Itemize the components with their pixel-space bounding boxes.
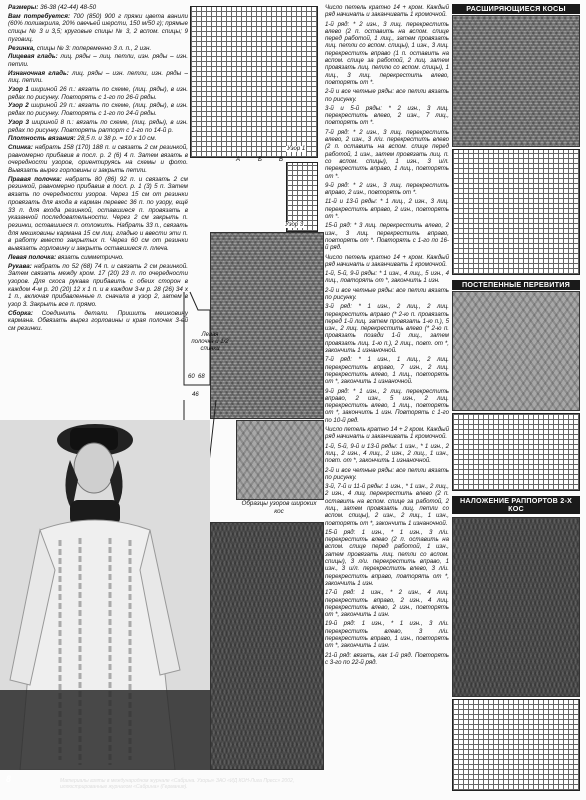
instruction-paragraph (8, 45, 188, 53)
instruction-paragraph (8, 102, 188, 117)
instruction-text: набрать 158 (170) 188 п. и связать 2 см резинкой, равномерно прибавив в посл. р. 2 (6) 4 п. Затем вязать в очередности узоров, ориентируясь на схемы и фото. Вывязать вырез горловины и закрыть петли. (8, 143, 188, 175)
instruction-lead: Узор 1 (8, 86, 29, 94)
pattern-row-instruction: 3-й ряд: * 1 изн., 2 лиц., 2 лиц. перекрестить вправо (* 2-ю п. провязать перед 1-й лиц. затем провязать 1-ю п.), 5 изн., 2 лиц. перекрестить влево (* 2-ю п. провязать позади 1-й лиц., затем провязать лиц. 1-ю п.), 2 лиц., повт. от *, закончить 1 изнаночной. (325, 303, 449, 355)
instruction-paragraph (8, 254, 188, 262)
chart-label-pattern-3: Узор 3 (285, 222, 304, 228)
instruction-paragraph (8, 176, 188, 253)
pattern-row-instruction: 2-й и все четные ряды: все петли вязать по рисунку. (325, 88, 449, 103)
instruction-lead: Резинка, (8, 44, 36, 52)
instruction-text: 700 (850) 900 г пряжи цвета ванили (60% полиакрила, 20% овечьей шерсти, 150 м/50 г); прямые спицы № 3 и 3,5; круговые спицы № 3, 2 вспом. спицы; 9 пуговиц. (8, 12, 188, 43)
instruction-text: шириной 8 п.: вязать по схеме, (лиц. ряды), в изн. рядах по рисунку. Повторять раппорт с 1-го по 14-й р. (8, 118, 188, 134)
model-photo (0, 420, 210, 770)
footer-note: Материалы взяты в международном журнале «Сабрина. Узоры» ЗАО «ИД КОН-Лига Пресс» 2002, иллюстрированные журналом «Сабрина» (Германия). (60, 778, 295, 790)
header-gradual-twists: ПОСТЕПЕННЫЕ ПЕРЕВИТИЯ (452, 280, 580, 290)
pattern-row-instruction: 7-й ряд: * 1 изн., 1 лиц., 2 лиц. перекрестить вправо, 7 изн., 2 лиц. перекрестить влево, 1 лиц., повторять от *, закончить 1 изнаночной. (325, 356, 449, 386)
instruction-paragraph (8, 53, 188, 68)
instruction-text: набрать по 52 (68) 74 п. и связать 2 см резинкой. Затем связать между кром. 17 (20) 23 п. по очередности узоров. Для скоса рукава прибавить с обеих сторон в каждом 4-м р. 20 (20) 12 х 1 п. и в каждом 3-м р. 28 (26) 34 х 1 п., включая прибавленные п. сначала в узор 2, затем в узор 3. Закрыть все п. прямо. (8, 262, 188, 309)
instruction-lead: Плотность вязания: (8, 135, 76, 143)
chart-expanding-cables (452, 149, 580, 275)
pattern-row-instruction: 11-й и 13-й ряды: * 1 лиц., 2 изн., 3 лиц. перекрестить вправо, 2 изн., повторять от *. (325, 198, 449, 221)
pattern-row-instruction: 9-й ряд: * 1 изн., 2 лиц. перекрестить вправо, 2 изн., 5 изн., 2 лиц. перекрестить влево, 1 лиц., повторять от *, закончить 1 изн. Повторять с 1-го по 10-й ряд. (325, 387, 449, 424)
sample-expanding-cables (452, 15, 580, 147)
pattern-row-instruction: Число петель кратно 14 + 2 кром. Каждый ряд начинать и заканчивать 1 кромочной. (325, 426, 449, 441)
instruction-lead: Узор 2 (8, 102, 29, 110)
sample-overlapping-repeats (452, 517, 580, 697)
instruction-paragraph (8, 135, 188, 143)
samples-column (452, 4, 580, 794)
instruction-text: спицы № 3: попеременно 3 л. п., 2 изн. (35, 44, 152, 52)
header-overlapping-repeats: НАЛОЖЕНИЕ РАППОРТОВ 2-Х КОС (452, 496, 580, 514)
pattern-row-instruction: 2-й и все четные ряды: все петли вязать по рисунку. (325, 466, 449, 481)
pattern-chart-1 (190, 6, 318, 158)
instruction-lead: Изнаночная гладь: (8, 69, 69, 77)
cable-sample-middle (236, 420, 324, 500)
instruction-paragraph (8, 86, 188, 101)
sample-gradual-twists (452, 291, 580, 411)
pattern-row-instruction: 2-й и все четные ряды: все петли вязать по рисунку. (325, 286, 449, 301)
schema-num-60: 60 (188, 374, 195, 380)
instruction-lead: Правая полочка: (8, 175, 62, 183)
cable-sample-bottom (210, 522, 324, 770)
pattern-descriptions-column (325, 4, 449, 788)
instruction-paragraph (8, 70, 188, 85)
pattern-row-instruction: 7-й ряд: * 2 изн., 3 лиц. перекрестить влево, 2 изн., 3 л/и. перекрестить влево (2 п. оставить на вспом. спице перед работой, 1 изн., затем провязать лиц. п. со вспом. спицы), 1 изн., 3 и/л. перекрестить вправо, 1 лиц., повторять от *. (325, 128, 449, 180)
chart-overlapping-repeats (452, 699, 580, 791)
instruction-text: Соединить детали. Пришить мешковину кармана. Обвязать вырез горловины и края полочек 3-ей см резинки. (8, 309, 188, 333)
instruction-lead: Лицевая гладь: (8, 53, 58, 61)
pattern-row-instruction: Число петель кратно 14 + кром. Каждый ряд начинать и заканчивать 1 кромочной. (325, 4, 449, 19)
instruction-text: 28,5 п. и 38 р. = 10 х 10 см. (75, 135, 157, 143)
instruction-text: лиц. ряды – изн. петли, изн. ряды – лиц. петли. (8, 69, 188, 85)
header-expanding-cables: РАСШИРЯЮЩИЕСЯ КОСЫ (452, 4, 580, 14)
chart-letter-a: А (236, 157, 241, 163)
instruction-lead: Сборка: (8, 309, 34, 317)
instruction-lead: Левая полочка: (8, 253, 57, 261)
instruction-paragraph (8, 144, 188, 175)
instruction-text: шириной 29 п.: вязать по схеме, (лиц. ряды), в изн. рядах по рисунку. Повторять с 1-го по 24-й ряды. (8, 102, 188, 118)
instruction-text: шириной 26 п.: вязать по схеме, (лиц. ряды), в изн. рядах по рисунку. Повторять с 1-го по 26-й ряды. (8, 86, 188, 101)
page-number: 8 (6, 774, 12, 784)
instruction-text: вязать симметрично. (56, 253, 124, 261)
pattern-row-instruction: 9-й ряд: * 2 изн., 3 лиц. перекрестить вправо, 2 изн., повторять от *. (325, 181, 449, 197)
schema-label-shelf: Левая полочка и 1/2 спинки (191, 332, 229, 352)
chart-letter-b: Б (258, 157, 262, 163)
pattern-row-instruction: 1-й ряд: * 2 изн., 3 лиц. перекрестить влево (2 п. оставить на вспом. спице перед работой, 1 лиц., затем провязать лиц. петли со вспом. спицы), 1 изн., 3 лиц. перекрестить вправо (1 п. оставить на вспом. спице за работой, 2 лиц. затем провязать лиц. петлю со вспом. спицы), 1 лиц., 3 лиц. перекрестить влево, повторять от *. (325, 20, 449, 86)
pattern-row-instruction: Число петель кратно 14 + кром. Каждый ряд начинать и заканчивать 1 кромочной. (325, 253, 449, 268)
instruction-lead: Спинка: (8, 143, 33, 151)
schema-num-46: 46 (192, 392, 199, 398)
instruction-lead: Рукава: (8, 262, 32, 270)
samples-caption: Образцы узоров широких кос (241, 500, 317, 515)
pattern-row-instruction: 3-й и 5-й ряды: * 2 изн., 3 лиц. перекрестить влево, 2 изн., 7 лиц., повторять от *. (325, 104, 449, 127)
chart-gradual-twists (452, 413, 580, 491)
pattern-row-instruction: 1-й, 5-й, 9-й ряды: * 1 изн., 4 лиц., 5 изн., 4 лиц., повторять от *, закончить 1 изн. (325, 270, 449, 285)
pattern-row-instruction: 17-й ряд: 1 изн., * 2 изн., 4 лиц. перекрестить вправо, 2 изн., 4 лиц. перекрестить влево, 2 изн., повторять от *, закончить 1 изн. (325, 589, 449, 619)
pattern-row-instruction: 21-й ряд: вязать, как 1-й ряд. Повторять с 3-го по 22-й ряд. (325, 651, 449, 666)
instruction-lead: Размеры: (8, 4, 39, 11)
schema-num-68: 68 (198, 374, 205, 380)
instruction-paragraph (8, 4, 188, 12)
instruction-text: лиц. ряды – лиц. петли, изн. ряды – изн. петли. (8, 53, 188, 68)
instruction-paragraph (8, 13, 188, 44)
instructions-column (8, 4, 188, 424)
instruction-paragraph (8, 310, 188, 333)
instruction-text: набрать 80 (86) 92 п. и связать 2 см резинкой, равномерно прибавив в посл. р. 1 (3) 5 п. Затем вязать по очередности узоров. Через 15 см от резинки провязать для входа в карман перевес 36 п. по узору, ещё 33 п. для входа резинкой, оставшиеся п. провязать в указанной последовательности. Через 2 см закрыть п. резинки, оставшиеся п. отложить. Набрать 33 п., связать для мешковины кармана 15 см лиц. гладью и ввести эти п. в работу вместо закрытых п. Через 60 см от резинки вывязать горловину и закрыть оставшиеся п. плеча. (8, 175, 188, 253)
instruction-lead: Узор 3 (8, 118, 30, 126)
pattern-row-instruction: 3-й, 7-й и 11-й ряды: 1 изн., * 1 изн., 2 лиц., 2 изн., 4 лиц. перекрестить влево (2 п. оставить на вспом. спице за работой, 2 лиц., затем провязать лиц. петли со вспом. спицы), 2 изн., 2 лиц., 1 изн., повторять от *, закончить 1 изнаночной. (325, 483, 449, 527)
instruction-paragraph (8, 119, 188, 134)
instruction-paragraph (8, 263, 188, 309)
pattern-row-instruction: 15-й ряд: 1 изн., * 1 изн., 3 л/и. перекрестить влево (2 п. оставить на вспом. спице перед работой, 1 изн., затем провязать лиц. петли со вспом. спицы), 3 л/и. перекрестить вправо, 1 изн., 3 и/л. перекрестить влево, 3 л/и. перекрестить вправо, повторять от *, закончить 1 изн. (325, 528, 449, 587)
instruction-text: 36-38 (42-44) 48-50 (38, 4, 97, 11)
cable-sample-top (210, 232, 324, 419)
chart-label-pattern-1: Узор 1 (287, 146, 306, 152)
pattern-row-instruction: 1-й, 5-й, 9-й и 13-й ряды: 1 изн., * 1 изн., 2 лиц., 2 изн., 4 лиц., 2 изн., 2 лиц., 1 изн., повт. от *, закончить 1 изнаночной. (325, 442, 449, 465)
chart-letter-v: В (279, 157, 284, 163)
instruction-lead: Вам потребуется: (8, 12, 71, 20)
pattern-row-instruction: 19-й ряд: 1 изн., * 1 изн., 3 л/и. перекрестить влево, 3 л/и. перекрестить вправо, 1 изн., повторять от *, закончить 1 изн. (325, 620, 449, 650)
pattern-row-instruction: 15-й ряд: * 3 лиц. перекрестить влево, 2 изн., 3 лиц. перекрестить вправо, повторять от *. Повторять с 1-го по 16-й ряд. (325, 222, 449, 252)
